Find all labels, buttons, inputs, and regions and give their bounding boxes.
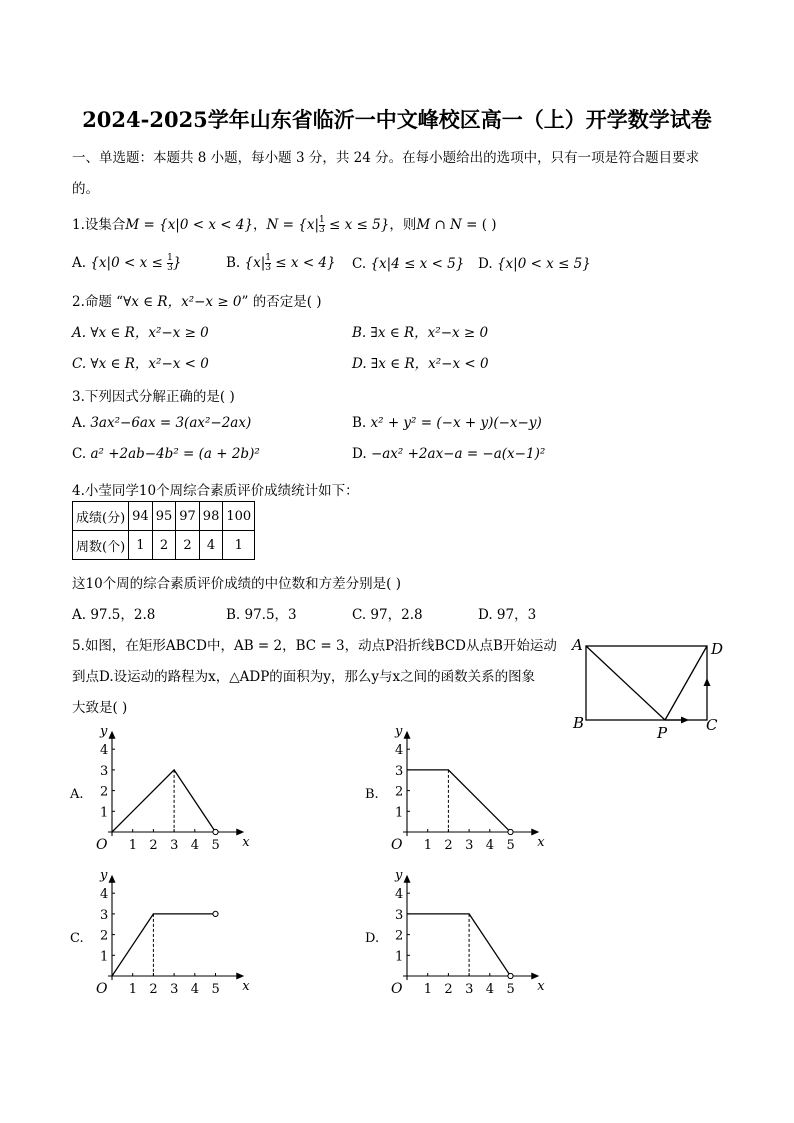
q3-option-c[interactable] xyxy=(72,446,260,462)
q3-a-text: 3ax²−6ax = 3(ax²−2ax) xyxy=(90,415,252,431)
x-tick-label: 5 xyxy=(211,982,220,997)
y-axis-label: y xyxy=(395,868,403,883)
q2-stem-b: ” 的否定是( ) xyxy=(241,294,322,310)
y-axis-label: y xyxy=(395,724,403,739)
q4-stem-pre: 4.小莹同学 xyxy=(72,483,139,499)
y-tick-label: 2 xyxy=(395,784,404,800)
q4-q-pre: 这 xyxy=(72,576,86,592)
q1-a-num: 1 xyxy=(167,253,173,263)
q5-stem-line1: 5.如图，在矩形ABCD中，AB = 2，BC = 3，动点P沿折线BCD从点B开始运动 xyxy=(72,638,557,654)
y-tick-label: 4 xyxy=(395,887,404,903)
q4-q-post: 个周的综合素质评价成绩的中位数和方差分别是( ) xyxy=(102,576,402,592)
table-row-score xyxy=(73,502,255,531)
origin-label: O xyxy=(391,981,403,997)
page-title: 2024-2025学年山东省临沂一中文峰校区高一（上）开学数学试卷 xyxy=(82,107,712,132)
x-tick-label: 2 xyxy=(444,838,453,853)
graph-option-label-b: B. xyxy=(365,787,379,802)
q1-stem-b: ，则 xyxy=(389,217,417,233)
q4-option-b[interactable]: B. 97.5，3 xyxy=(226,607,297,623)
x-tick-label: 2 xyxy=(149,982,158,997)
q3-d-label: D. xyxy=(352,446,367,462)
q1-option-d[interactable] xyxy=(478,256,591,272)
table-cell: 2 xyxy=(176,531,200,560)
graph-option-label-d: D. xyxy=(365,931,380,946)
q3-c-text: a² +2ab−4b² = (a + 2b)² xyxy=(90,446,260,462)
q2-option-d[interactable]: D. ∃x ∈ R，x²−x < 0 xyxy=(352,356,489,372)
q1-b-post: ≤ x < 4} xyxy=(271,255,336,271)
table-cell: 97 xyxy=(176,502,200,531)
y-tick-label: 2 xyxy=(100,784,109,800)
y-tick-label: 3 xyxy=(395,763,404,779)
open-endpoint xyxy=(213,911,218,916)
q1-option-b[interactable] xyxy=(226,254,336,273)
graph-option-b[interactable] xyxy=(355,724,545,854)
q3-b-text: x² + y² = (−x + y)(−x−y) xyxy=(370,415,542,431)
q1-frac-num: 1 xyxy=(319,215,325,225)
y-axis-label: y xyxy=(100,868,108,883)
y-tick-label: 3 xyxy=(100,763,109,779)
q1-b-num: 1 xyxy=(265,253,272,263)
table-cell: 1 xyxy=(129,531,153,560)
x-tick-label: 5 xyxy=(506,838,515,853)
x-tick-label: 4 xyxy=(485,838,495,853)
q5-stem-line3: 大致是( ) xyxy=(72,700,128,716)
q1-expr: M ∩ N xyxy=(416,217,462,233)
graph-option-c[interactable] xyxy=(60,868,250,998)
graph-option-d[interactable] xyxy=(355,868,545,998)
q3-option-b[interactable] xyxy=(352,415,542,431)
label-a: A xyxy=(572,636,583,654)
table-cell: 100 xyxy=(223,502,255,531)
q2-option-c[interactable]: C. ∀x ∈ R，x²−x < 0 xyxy=(72,356,209,372)
x-tick-label: 3 xyxy=(170,838,179,853)
q4-option-d[interactable]: D. 97，3 xyxy=(478,607,537,623)
table-header-weeks: 周数(个) xyxy=(73,531,129,560)
x-tick-label: 3 xyxy=(465,982,474,997)
x-axis-label: x xyxy=(537,979,545,994)
y-tick-label: 4 xyxy=(100,743,109,759)
q1-b-den: 3 xyxy=(265,263,272,273)
q1-d-text: {x|0 < x ≤ 5} xyxy=(496,256,591,272)
section-heading-line2: 的。 xyxy=(72,181,99,197)
x-axis-label: x xyxy=(537,835,545,850)
table-cell: 94 xyxy=(129,502,153,531)
q3-d-text: −ax² +2ax−a = −a(x−1)² xyxy=(370,446,546,462)
q4-stem-post: 个周综合素质评价成绩统计如下： xyxy=(156,483,359,499)
y-axis-arrow xyxy=(109,731,116,739)
x-axis-label: x xyxy=(242,979,250,994)
x-axis-label: x xyxy=(242,835,250,850)
q4-option-c[interactable]: C. 97，2.8 xyxy=(352,607,423,623)
x-tick-label: 1 xyxy=(423,838,432,853)
open-endpoint xyxy=(508,829,513,834)
q1-option-c[interactable] xyxy=(352,256,464,272)
graph-option-label-a: A. xyxy=(70,787,84,802)
q1-set-n-pre: N = {x| xyxy=(266,217,319,233)
y-tick-label: 1 xyxy=(395,949,404,965)
x-tick-label: 1 xyxy=(128,982,137,997)
q2-option-a[interactable]: A. ∀x ∈ R，x²−x ≥ 0 xyxy=(72,325,209,341)
q3-option-a[interactable] xyxy=(72,415,251,431)
rectangle-figure xyxy=(565,630,730,770)
q1-stem: 1.设集合M = {x|0 < x < 4}，N = {x| $\frac{1}{3}$ ≤ x ≤ 5}，则M ∩ N = ( ) xyxy=(72,215,497,235)
table-row-weeks xyxy=(73,531,255,560)
arrow-head-up xyxy=(704,678,711,686)
q3-option-d[interactable] xyxy=(352,446,545,462)
q2-stem xyxy=(72,290,322,310)
open-endpoint xyxy=(213,829,218,834)
function-line xyxy=(112,770,216,832)
q4-stem xyxy=(72,479,359,499)
q1-b-label: B. xyxy=(226,255,241,271)
x-tick-label: 2 xyxy=(444,982,453,997)
q1-c-label: C. xyxy=(352,256,367,272)
q4-stem-num: 10 xyxy=(138,483,157,499)
q1-b-pre: {x| xyxy=(244,255,266,271)
y-axis-arrow xyxy=(109,875,116,883)
y-tick-label: 4 xyxy=(395,743,404,759)
y-tick-label: 3 xyxy=(395,907,404,923)
y-axis-label: y xyxy=(100,724,108,739)
function-line xyxy=(112,914,216,976)
label-p: P xyxy=(657,724,668,742)
arrow-head-right xyxy=(681,717,689,724)
table-header-score: 成绩(分) xyxy=(73,502,129,531)
q1-a-pre: {x|0 < x ≤ xyxy=(90,255,168,271)
x-tick-label: 1 xyxy=(128,838,137,853)
y-axis-arrow xyxy=(404,875,411,883)
table-cell: 4 xyxy=(199,531,223,560)
y-tick-label: 1 xyxy=(395,805,404,821)
x-tick-label: 5 xyxy=(506,982,515,997)
q1-stem-c: = ( ) xyxy=(461,217,497,233)
function-line xyxy=(407,770,511,832)
y-axis-arrow xyxy=(404,731,411,739)
score-table xyxy=(72,501,255,560)
q3-b-label: B. xyxy=(352,415,367,431)
rectangle-abcd xyxy=(586,646,707,720)
origin-label: O xyxy=(96,837,108,853)
q1-c-text: {x|4 ≤ x < 5} xyxy=(370,256,465,272)
y-tick-label: 2 xyxy=(395,928,404,944)
q4-q-num: 10 xyxy=(85,576,103,592)
label-d: D xyxy=(711,640,724,658)
q1-set-m: M = {x|0 < x < 4} xyxy=(125,217,254,233)
open-endpoint xyxy=(508,973,513,978)
label-b: B xyxy=(573,714,585,732)
q2-option-b[interactable]: B. ∃x ∈ R，x²−x ≥ 0 xyxy=(352,325,489,341)
q1-option-a[interactable] xyxy=(72,254,181,273)
q1-a-post: } xyxy=(172,255,182,271)
x-tick-label: 4 xyxy=(485,982,495,997)
q5-stem-line2: 到点D.设运动的路程为x，△ADP的面积为y，那么y与x之间的函数关系的图象 xyxy=(72,669,536,685)
q1-stem-a: 1.设集合 xyxy=(72,217,126,233)
x-tick-label: 2 xyxy=(149,838,158,853)
y-tick-label: 1 xyxy=(100,805,109,821)
y-tick-label: 2 xyxy=(100,928,109,944)
graph-option-a[interactable] xyxy=(60,724,250,854)
origin-label: O xyxy=(391,837,403,853)
graph-option-label-c: C. xyxy=(70,931,84,946)
x-tick-label: 4 xyxy=(190,838,200,853)
segment-ap xyxy=(586,646,665,720)
q4-question xyxy=(72,572,401,592)
table-cell: 98 xyxy=(199,502,223,531)
x-tick-label: 5 xyxy=(211,838,220,853)
y-tick-label: 4 xyxy=(100,887,109,903)
x-tick-label: 3 xyxy=(170,982,179,997)
q3-c-label: C. xyxy=(72,446,87,462)
table-cell: 95 xyxy=(152,502,176,531)
q2-stem-a: 2.命题 “ xyxy=(72,294,124,310)
function-line xyxy=(407,914,511,976)
segment-pd xyxy=(665,646,707,720)
q1-a-label: A. xyxy=(72,255,87,271)
table-cell: 1 xyxy=(223,531,255,560)
q3-a-label: A. xyxy=(72,415,87,431)
origin-label: O xyxy=(96,981,108,997)
q2-stem-math: ∀x ∈ R，x²−x ≥ 0 xyxy=(123,294,242,310)
y-tick-label: 1 xyxy=(100,949,109,965)
q4-option-a[interactable]: A. 97.5，2.8 xyxy=(72,607,156,623)
q1-frac-den: 3 xyxy=(319,225,325,235)
x-tick-label: 4 xyxy=(190,982,200,997)
q3-stem: 3.下列因式分解正确的是( ) xyxy=(72,389,235,405)
q1-d-label: D. xyxy=(478,256,493,272)
q1-set-n-post: ≤ x ≤ 5} xyxy=(324,217,390,233)
x-tick-label: 3 xyxy=(465,838,474,853)
table-cell: 2 xyxy=(152,531,176,560)
x-tick-label: 1 xyxy=(423,982,432,997)
y-tick-label: 3 xyxy=(100,907,109,923)
label-c: C xyxy=(706,716,718,734)
q1-a-den: 3 xyxy=(167,263,173,273)
section-heading-line1: 一、单选题：本题共 8 小题，每小题 3 分，共 24 分。在每小题给出的选项中，只有一项是符合题目要求 xyxy=(72,150,700,166)
